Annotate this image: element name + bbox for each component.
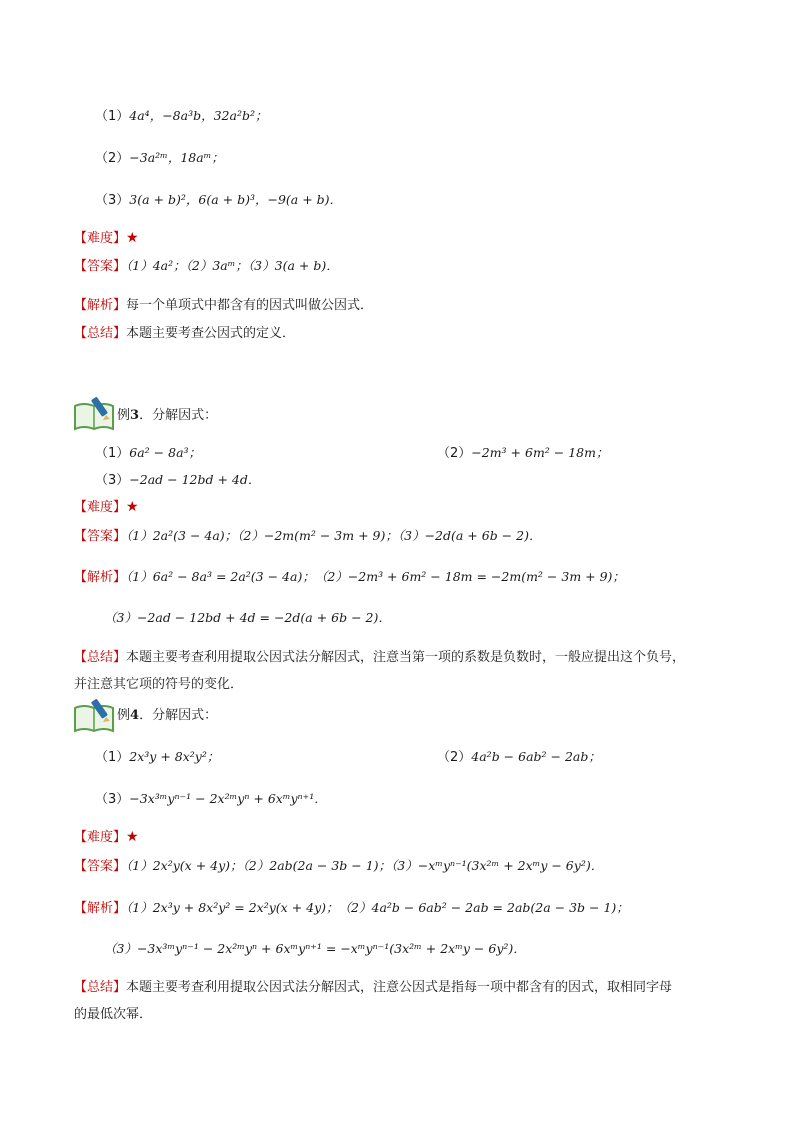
summary-text: 本题主要考查公因式的定义．: [126, 326, 296, 341]
answer-text: （1）4a²；（2）3aᵐ；（3）3(a + b)．: [126, 258, 339, 273]
math-expression: −3x³ᵐyⁿ⁻¹ − 2x²ᵐyⁿ + 6xᵐyⁿ⁺¹．: [129, 791, 327, 806]
math-expression: −3a²ᵐ，18aᵐ；: [129, 150, 224, 165]
difficulty-tag: 【难度】: [74, 830, 127, 845]
item-label: （2）: [437, 750, 472, 765]
analysis-tag: 【解析】: [74, 298, 127, 313]
math-expression: 2x³y + 8x²y²；: [129, 749, 220, 764]
math-expression: 4a⁴，−8a³b，32a²b²；: [129, 108, 268, 123]
prev-item-2: [95, 148, 224, 169]
analysis-text: 每一个单项式中都含有的因式叫做公因式．: [126, 298, 374, 313]
item-label: （2）: [95, 151, 130, 166]
prev-answer: [74, 256, 339, 277]
item-label: （3）: [95, 473, 130, 488]
difficulty-tag: 【难度】: [74, 500, 127, 515]
ex4-answer: [74, 856, 603, 877]
ex4-item-1: [95, 747, 219, 768]
ex3-item-2: [437, 443, 609, 464]
item-label: （3）: [95, 792, 130, 807]
answer-tag: 【答案】: [74, 529, 127, 544]
example-4-title: [117, 706, 217, 726]
math-expression: −2m³ + 6m² − 18m；: [471, 445, 609, 460]
ex3-answer: [74, 526, 541, 547]
summary-line-2: 的最低次幂．: [74, 1007, 153, 1022]
ex3-analysis-2: [104, 608, 391, 629]
example-title: ．分解因式：: [139, 408, 218, 423]
item-label: （3）: [95, 193, 130, 208]
summary-line-1: 本题主要考查利用提取公因式法分解因式，注意当第一项的系数是负数时，一般应提出这个负号，: [126, 650, 686, 665]
item-label: （1）: [95, 750, 130, 765]
math-expression: 6a² − 8a³；: [129, 445, 202, 460]
book-pencil-icon: [72, 396, 116, 432]
answer-text: （1）2a²(3 − 4a)；（2）−2m(m² − 3m + 9)；（3）−2d(a + 6b − 2)．: [126, 528, 542, 543]
analysis-line-1: （1）2x³y + 8x²y² = 2x²y(x + 4y)； （2）4a²b − 6ab² − 2ab = 2ab(2a − 3b − 1)；: [126, 900, 629, 915]
answer-tag: 【答案】: [74, 859, 127, 874]
answer-text: （1）2x²y(x + 4y)；（2）2ab(2a − 3b − 1)；（3）−xᵐyⁿ⁻¹(3x²ᵐ + 2xᵐy − 6y²)．: [126, 858, 604, 873]
summary-tag: 【总结】: [74, 650, 127, 665]
example-prefix: 例: [117, 408, 131, 423]
summary-tag: 【总结】: [74, 980, 127, 995]
math-expression: 4a²b − 6ab² − 2ab；: [471, 749, 601, 764]
analysis-line-2: （3）−3x³ᵐyⁿ⁻¹ − 2x²ᵐyⁿ + 6xᵐyⁿ⁺¹ = −xᵐyⁿ⁻¹(3x²ᵐ + 2xᵐy − 6y²)．: [104, 941, 526, 956]
star-icon: ★: [126, 230, 139, 246]
item-label: （1）: [95, 446, 130, 461]
prev-analysis: [74, 296, 373, 316]
ex3-summary: [74, 648, 685, 668]
example-3-title: [117, 406, 217, 426]
math-expression: 3(a + b)²，6(a + b)³，−9(a + b)．: [129, 192, 343, 207]
book-pencil-icon: [72, 698, 116, 734]
star-icon: ★: [126, 499, 139, 515]
example-prefix: 例: [117, 708, 131, 723]
analysis-tag: 【解析】: [74, 570, 127, 585]
star-icon: ★: [126, 829, 139, 845]
summary-tag: 【总结】: [74, 326, 127, 341]
example-number: 4: [130, 708, 140, 723]
ex4-analysis-2: [104, 939, 526, 960]
prev-item-3: [95, 190, 342, 211]
ex4-item-3: [95, 789, 327, 810]
example-title: ．分解因式：: [139, 708, 218, 723]
item-label: （1）: [95, 109, 130, 124]
ex4-analysis: [74, 898, 629, 919]
analysis-line-1: （1）6a² − 8a³ = 2a²(3 − 4a)； （2）−2m³ + 6m² − 18m = −2m(m² − 3m + 9)；: [126, 569, 625, 584]
item-label: （2）: [437, 446, 472, 461]
prev-item-1: [95, 106, 267, 127]
ex3-summary-2: [74, 675, 243, 695]
prev-difficulty: [74, 228, 139, 249]
summary-line-2: 并注意其它项的符号的变化．: [74, 677, 244, 692]
math-expression: −2ad − 12bd + 4d．: [129, 472, 261, 487]
ex3-item-3: [95, 470, 260, 491]
ex4-summary: [74, 978, 672, 998]
ex3-difficulty: [74, 497, 139, 518]
prev-summary: [74, 324, 295, 344]
analysis-tag: 【解析】: [74, 901, 127, 916]
ex4-summary-2: [74, 1005, 152, 1025]
ex4-item-2: [437, 747, 601, 768]
difficulty-tag: 【难度】: [74, 231, 127, 246]
ex3-item-1: [95, 443, 201, 464]
ex4-difficulty: [74, 827, 139, 848]
example-number: 3: [130, 408, 140, 423]
summary-line-1: 本题主要考查利用提取公因式法分解因式，注意公因式是指每一项中都含有的因式，取相同字母: [126, 980, 673, 995]
analysis-line-2: （3）−2ad − 12bd + 4d = −2d(a + 6b − 2)．: [104, 610, 391, 625]
answer-tag: 【答案】: [74, 259, 127, 274]
ex3-analysis: [74, 567, 625, 588]
